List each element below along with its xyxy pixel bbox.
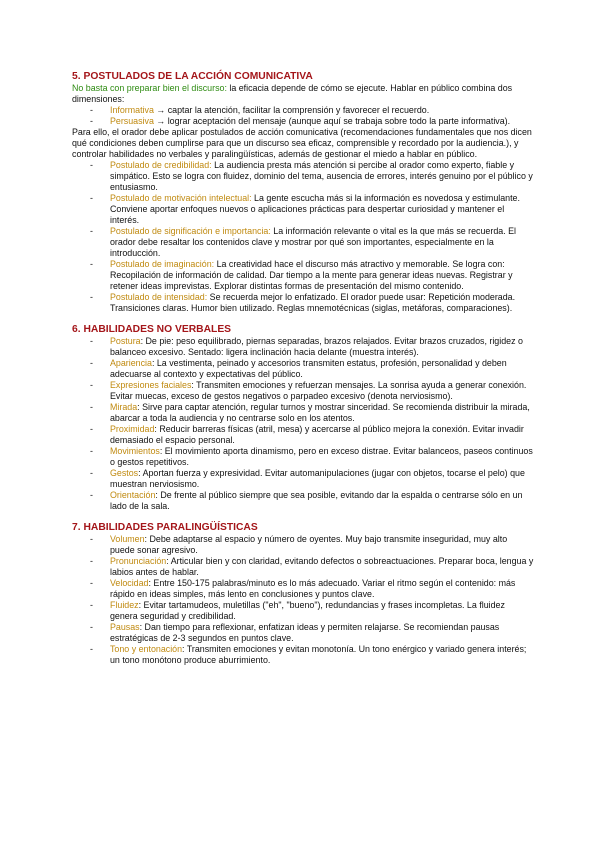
item-text: Se recuerda mejor lo enfatizado. El orador puede usar: Repetición moderada. Transiciones claras. Humor bien utilizado. Reglas mnemotécnicas (siglas, metáforas, comparaciones). — [110, 292, 516, 313]
item-term: Mirada — [110, 402, 138, 412]
body-paragraph: Para ello, el orador debe aplicar postulados de acción comunicativa (recomendaciones fundamentales que nos dicen qué condiciones deben cumplirse para que un discurso sea eficaz, comprensible y recordado por la audiencia.), y controlar habilidades no verbales y paralingüísticas, además de gestionar el miedo a hablar en público. — [72, 127, 532, 159]
list-item: - Mirada: Sirve para captar atención, regular turnos y mostrar sinceridad. Se recomienda distribuir la mirada, abarcar a toda la audiencia y no centrarse solo en los atentos. — [90, 402, 530, 423]
item-term: Postulado de significación e importancia: — [110, 226, 271, 236]
section-title: 6. HABILIDADES NO VERBALES — [72, 324, 232, 335]
list-item: - Movimientos: El movimiento aporta dinamismo, pero en exceso distrae. Evitar balanceos, paseos continuos o gestos repetitivos. — [90, 446, 533, 467]
item-text: : Transmiten emociones y refuerzan mensajes. La sonrisa ayuda a generar conexión. Evitar muecas, exceso de gestos negativos o parpadeo excesivo (denota nerviosismo). — [110, 380, 527, 401]
intro-lead: No basta con preparar bien el discurso: — [72, 83, 227, 93]
item-term: Gestos — [110, 468, 139, 478]
item-term: Fluidez — [110, 600, 139, 610]
list-item: - Gestos: Aportan fuerza y expresividad. Evitar automanipulaciones (jugar con objetos, tocarse el pelo) que muestran nerviosismo. — [90, 468, 525, 489]
list-item: - Postulado de motivación intelectual: La gente escucha más si la información es novedosa y estimulante. Conviene aportar enfoques nuevos o aplicaciones prácticas para despertar curiosidad y mantener el interés. — [90, 193, 520, 225]
item-term: Movimientos — [110, 446, 160, 456]
item-term: Postulado de imaginación: — [110, 259, 215, 269]
list-item: - Postulado de credibilidad: La audiencia presta más atención si percibe al orador como experto, fiable y simpático. Esto se logra con fluidez, dominio del tema, ausencia de errores, interés genuino por el público y entusiasmo. — [90, 160, 533, 192]
item-text: : Reducir barreras físicas (atril, mesa) y acercarse al público mejora la conexión. Evitar invadir demasiado el espacio personal. — [110, 424, 524, 445]
item-term: Persuasiva — [110, 116, 154, 126]
no-verbales-list — [72, 336, 534, 512]
item-term: Pausas — [110, 622, 140, 632]
section-title: 5. POSTULADOS DE LA ACCIÓN COMUNICATIVA — [72, 71, 313, 82]
intro-rest: la eficacia depende de cómo se ejecute. Hablar en público combina dos dimensiones: — [72, 83, 513, 104]
item-text: La información relevante o vital es la que más se recuerda. El orador debe resaltar los contenidos clave y mostrar por qué son importantes, especialmente en la introducción. — [110, 226, 517, 258]
paralinguisticas-list — [72, 534, 534, 666]
list-item: - Pausas: Dan tiempo para reflexionar, enfatizan ideas y permiten relajarse. Se recomiendan pausas estratégicas de 2-3 segundos en puntos clave. — [90, 622, 500, 643]
list-item: - Informativa → captar la atención, facilitar la comprensión y favorecer el recuerdo. — [90, 105, 430, 115]
section-title: 7. HABILIDADES PARALINGÜÍSTICAS — [72, 522, 258, 533]
list-item: - Velocidad: Entre 150-175 palabras/minuto es lo más adecuado. Variar el ritmo según el contenido: más rápido en ideas simples, más lento en conclusiones y puntos clave. — [90, 578, 516, 599]
list-item: - Tono y entonación: Transmiten emociones y evitan monotonía. Un tono enérgico y variado genera interés; un tono monótono produce aburrimiento. — [90, 644, 527, 665]
item-term: Pronunciación — [110, 556, 167, 566]
item-text: : Transmiten emociones y evitan monotonía. Un tono enérgico y variado genera interés; un tono monótono produce aburrimiento. — [110, 644, 527, 665]
item-term: Apariencia — [110, 358, 152, 368]
item-text: La audiencia presta más atención si percibe al orador como experto, fiable y simpático. Esto se logra con fluidez, dominio del tema, ausencia de errores, interés genuino por el público y entusiasmo. — [110, 160, 533, 192]
item-term: Postura — [110, 336, 141, 346]
dimensions-list — [72, 105, 534, 127]
item-term: Tono y entonación — [110, 644, 183, 654]
list-item: - Postulado de imaginación: La creatividad hace el discurso más atractivo y memorable. Se logra con: Recopilación de información de calidad. Dar tiempo a la mente para generar ideas nuevas. Registrar y retener ideas imprevistas. Explorar distintas formas de presentación del mismo contenido. — [90, 259, 513, 291]
item-text: La gente escucha más si la información es novedosa y estimulante. Conviene aportar enfoques nuevos o aplicaciones prácticas para despertar curiosidad y mantener el interés. — [110, 193, 520, 225]
item-term: Proximidad — [110, 424, 155, 434]
list-item: - Proximidad: Reducir barreras físicas (atril, mesa) y acercarse al público mejora la conexión. Evitar invadir demasiado el espacio personal. — [90, 424, 524, 445]
item-term: Expresiones faciales — [110, 380, 192, 390]
item-text: → lograr aceptación del mensaje (aunque aquí se trabaja sobre todo la parte informativa). — [153, 116, 511, 126]
item-term: Volumen — [110, 534, 145, 544]
item-text: : El movimiento aporta dinamismo, pero en exceso distrae. Evitar balanceos, paseos continuos o gestos repetitivos. — [110, 446, 533, 467]
item-term: Orientación — [110, 490, 156, 500]
list-item: - Pronunciación: Articular bien y con claridad, evitando defectos o sobreactuaciones. Preparar boca, lengua y labios antes de hablar. — [90, 556, 534, 577]
item-text: : Evitar tartamudeos, muletillas ("eh", "bueno"), redundancias y frases incompletas. La fluidez genera seguridad y credibilidad. — [110, 600, 505, 621]
list-item: - Postura: De pie: peso equilibrado, piernas separadas, brazos relajados. Evitar brazos cruzados, rigidez o balanceo excesivo. Sentado: ligera inclinación hacia delante (muestra interés). — [90, 336, 523, 357]
intro-paragraph — [72, 83, 534, 105]
list-item: - Postulado de intensidad: Se recuerda mejor lo enfatizado. El orador puede usar: Repetición moderada. Transiciones claras. Humor bien utilizado. Reglas mnemotécnicas (siglas, metáforas, comparaciones). — [90, 292, 516, 313]
document-page — [72, 70, 534, 666]
item-term: Informativa — [110, 105, 154, 115]
section-postulados — [72, 70, 534, 314]
list-item: - Persuasiva → lograr aceptación del mensaje (aunque aquí se trabaja sobre todo la parte informativa). — [90, 116, 511, 126]
item-text: La creatividad hace el discurso más atractivo y memorable. Se logra con: Recopilación de información de calidad. Dar tiempo a la mente para generar ideas nuevas. Registrar y retener ideas imprevistas. Explorar distintas formas de presentación del mismo contenido. — [110, 259, 513, 291]
item-term: Postulado de credibilidad: — [110, 160, 212, 170]
list-item: - Postulado de significación e importancia: La información relevante o vital es la que más se recuerda. El orador debe resaltar los contenidos clave y mostrar por qué son importantes, especialmente en la introducción. — [90, 226, 517, 258]
item-term: Postulado de motivación intelectual: — [110, 193, 252, 203]
postulados-list — [72, 160, 534, 314]
list-item: - Orientación: De frente al público siempre que sea posible, evitando dar la espalda o centrarse sólo en un lado de la sala. — [90, 490, 523, 511]
item-text: : De frente al público siempre que sea posible, evitando dar la espalda o centrarse sólo en un lado de la sala. — [110, 490, 523, 511]
list-item: - Volumen: Debe adaptarse al espacio y número de oyentes. Muy bajo transmite inseguridad, muy alto puede sonar agresivo. — [90, 534, 508, 555]
item-text: : Articular bien y con claridad, evitando defectos o sobreactuaciones. Preparar boca, lengua y labios antes de hablar. — [110, 556, 534, 577]
item-text: : Dan tiempo para reflexionar, enfatizan ideas y permiten relajarse. Se recomiendan pausas estratégicas de 2-3 segundos en puntos clave. — [110, 622, 500, 643]
item-text: : Debe adaptarse al espacio y número de oyentes. Muy bajo transmite inseguridad, muy alto puede sonar agresivo. — [110, 534, 508, 555]
list-item: - Apariencia: La vestimenta, peinado y accesorios transmiten estatus, profesión, personalidad y deben adecuarse al contexto y expectativas del público. — [90, 358, 507, 379]
item-term: Postulado de intensidad: — [110, 292, 208, 302]
list-item: - Fluidez: Evitar tartamudeos, muletillas ("eh", "bueno"), redundancias y frases incompletas. La fluidez genera seguridad y credibilidad. — [90, 600, 505, 621]
section-no-verbales — [72, 323, 534, 512]
list-item: - Expresiones faciales: Transmiten emociones y refuerzan mensajes. La sonrisa ayuda a generar conexión. Evitar muecas, exceso de gestos negativos o parpadeo excesivo (denota nerviosismo). — [90, 380, 527, 401]
item-text: → captar la atención, facilitar la comprensión y favorecer el recuerdo. — [153, 105, 430, 115]
item-text: : De pie: peso equilibrado, piernas separadas, brazos relajados. Evitar brazos cruzados, rigidez o balanceo excesivo. Sentado: ligera inclinación hacia delante (muestra interés). — [110, 336, 523, 357]
item-text: : La vestimenta, peinado y accesorios transmiten estatus, profesión, personalidad y deben adecuarse al contexto y expectativas del público. — [110, 358, 507, 379]
item-text: : Entre 150-175 palabras/minuto es lo más adecuado. Variar el ritmo según el contenido: más rápido en ideas simples, más lento en conclusiones y puntos clave. — [110, 578, 516, 599]
item-text: : Aportan fuerza y expresividad. Evitar automanipulaciones (jugar con objetos, tocarse el pelo) que muestran nerviosismo. — [110, 468, 525, 489]
item-text: : Sirve para captar atención, regular turnos y mostrar sinceridad. Se recomienda distribuir la mirada, abarcar a toda la audiencia y no centrarse solo en los atentos. — [110, 402, 530, 423]
item-term: Velocidad — [110, 578, 149, 588]
section-paralinguisticas — [72, 521, 534, 666]
